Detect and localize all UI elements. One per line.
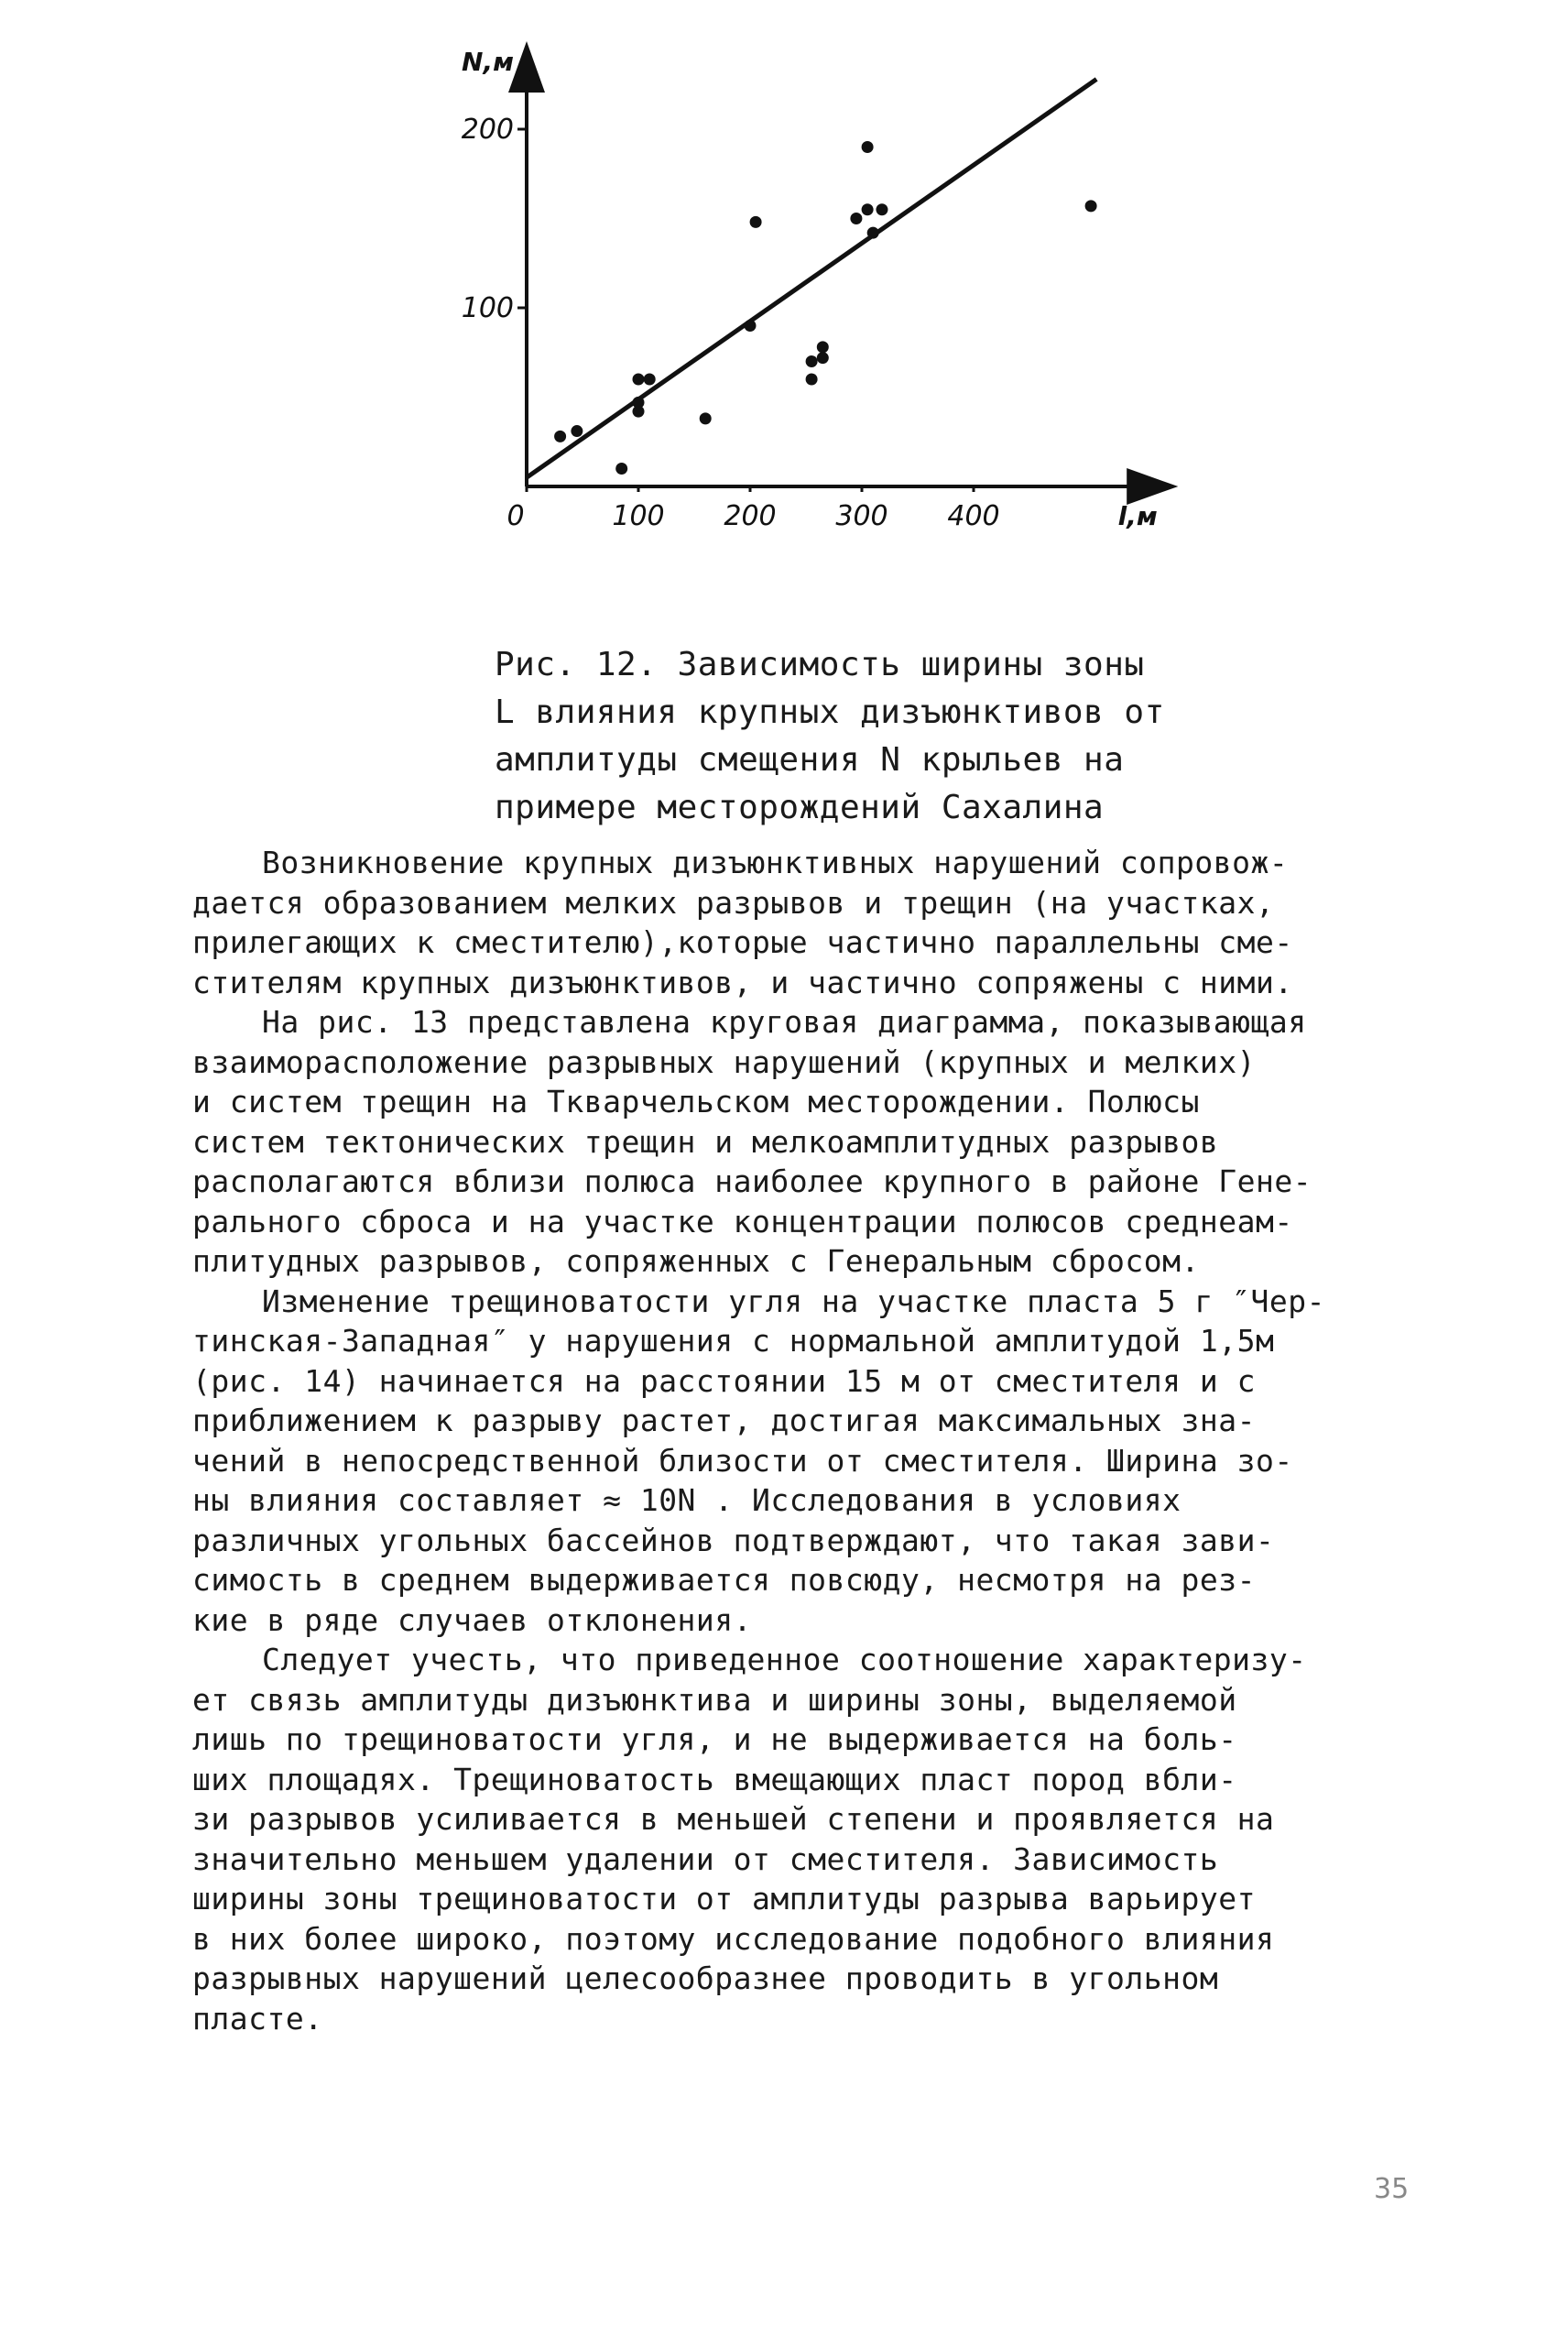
chart-trend-line [527, 79, 1096, 477]
text-line: стителям крупных дизъюнктивов, и частично сопряжены с ними. [192, 964, 1293, 1000]
data-point [745, 320, 757, 332]
text-line: Изменение трещиноватости угля на участке пласта 5 г ″Чер- [262, 1283, 1325, 1319]
data-point [750, 216, 762, 228]
data-point [700, 412, 712, 424]
text-line: и систем трещин на Ткварчельском месторождении. Полюсы [192, 1084, 1200, 1119]
text-line: рального сброса и на участке концентрации полюсов среднеам- [192, 1203, 1293, 1239]
text-line: ет связь амплитуды дизъюнктива и ширины зоны, выделяемой [192, 1681, 1237, 1718]
text-line: пласте. [192, 2000, 323, 2037]
text-line: приближением к разрыву растет, достигая максимальных зна- [192, 1403, 1256, 1438]
figure-scatter-chart [461, 47, 1172, 623]
x-tick-label: 100 [612, 500, 665, 532]
data-point [806, 355, 818, 367]
text-line: взаиморасположение разрывных нарушений (крупных и мелких) [192, 1043, 1256, 1080]
x-axis-label: l,м [1117, 501, 1158, 531]
caption-line: амплитуды смещения N крыльев на [495, 741, 1125, 779]
data-point [862, 141, 874, 153]
data-point [633, 397, 645, 409]
paragraph [192, 1002, 1456, 1282]
data-point [633, 374, 645, 386]
text-line: На рис. 13 представлена круговая диаграмма, показывающая [262, 1004, 1307, 1040]
text-line: дается образованием мелких разрывов и трещин (на участках, [192, 884, 1275, 921]
paragraph [192, 1282, 1456, 1641]
caption-line: примере месторождений Сахалина [495, 789, 1105, 826]
body-text [192, 843, 1456, 2038]
data-point [644, 374, 656, 386]
text-line: Возникновение крупных дизъюнктивных нарушений сопровож- [262, 845, 1289, 880]
text-line: ших площадях. Трещиноватость вмещающих пласт пород вбли- [192, 1761, 1237, 1797]
text-line: (рис. 14) начинается на расстоянии 15 м от сместителя и с [192, 1362, 1256, 1399]
data-point [850, 213, 862, 224]
data-point [867, 227, 879, 239]
text-line: чений в непосредственной близости от сместителя. Ширина зо- [192, 1442, 1293, 1479]
text-line: Следует учесть, что приведенное соотношение характеризу- [262, 1642, 1307, 1677]
text-line: разрывных нарушений целесообразнее проводить в угольном [192, 1960, 1219, 1996]
paragraph [192, 843, 1456, 1002]
caption-line: L влияния крупных дизъюнктивов от [495, 693, 1165, 731]
data-point [571, 425, 583, 437]
caption-line: Рис. 12. Зависимость ширины зоны [495, 646, 1145, 683]
data-point [862, 203, 874, 215]
text-line: в них более широко, поэтому исследование подобного влияния [192, 1920, 1275, 1957]
x-tick-label: 200 [724, 500, 777, 532]
text-line: кие в ряде случаев отклонения. [192, 1601, 753, 1638]
text-line: симость в среднем выдерживается повсюду, несмотря на рез- [192, 1562, 1256, 1598]
data-point [806, 374, 818, 386]
data-point [817, 341, 829, 353]
text-line: плитудных разрывов, сопряженных с Генеральным сбросом. [192, 1243, 1200, 1279]
chart-axes [527, 49, 1171, 486]
text-line: прилегающих к сместителю),которые частично параллельны сме- [192, 924, 1293, 960]
scatter-plot [461, 47, 1172, 623]
data-point [876, 203, 887, 215]
data-point [1085, 200, 1097, 212]
text-line: располагаются вблизи полюса наиболее крупного в районе Гене- [192, 1163, 1312, 1199]
chart-points [554, 141, 1097, 475]
data-point [615, 463, 627, 475]
x-tick-label: 300 [835, 500, 888, 532]
paragraph [192, 1640, 1456, 2038]
page-number: 35 [1374, 2173, 1410, 2205]
text-line: ширины зоны трещиноватости от амплитуды разрыва варьирует [192, 1881, 1256, 1916]
text-line: тинская-Западная″ у нарушения с нормальной амплитудой 1,5м [192, 1323, 1275, 1359]
chart-labels [462, 47, 1158, 532]
x-tick-label: 0 [506, 500, 525, 532]
figure-caption [495, 641, 1227, 832]
y-axis-label: N,м [462, 47, 514, 77]
data-point [817, 352, 829, 364]
y-tick-label: 100 [461, 292, 514, 324]
text-line: лишь по трещиноватости угля, и не выдерживается на боль- [192, 1721, 1237, 1757]
x-tick-label: 400 [947, 500, 1000, 532]
text-line: систем тектонических трещин и мелкоамплитудных разрывов [192, 1123, 1219, 1160]
trend-line [527, 79, 1096, 477]
text-line: значительно меньшем удалении от сместителя. Зависимость [192, 1840, 1219, 1877]
text-line: зи разрывов усиливается в меньшей степени и проявляется на [192, 1801, 1275, 1837]
text-line: ны влияния составляет ≈ 10N . Исследования в условиях [192, 1482, 1181, 1518]
text-line: различных угольных бассейнов подтверждают, что такая зави- [192, 1522, 1275, 1558]
data-point [554, 431, 566, 442]
y-tick-label: 200 [461, 114, 514, 146]
